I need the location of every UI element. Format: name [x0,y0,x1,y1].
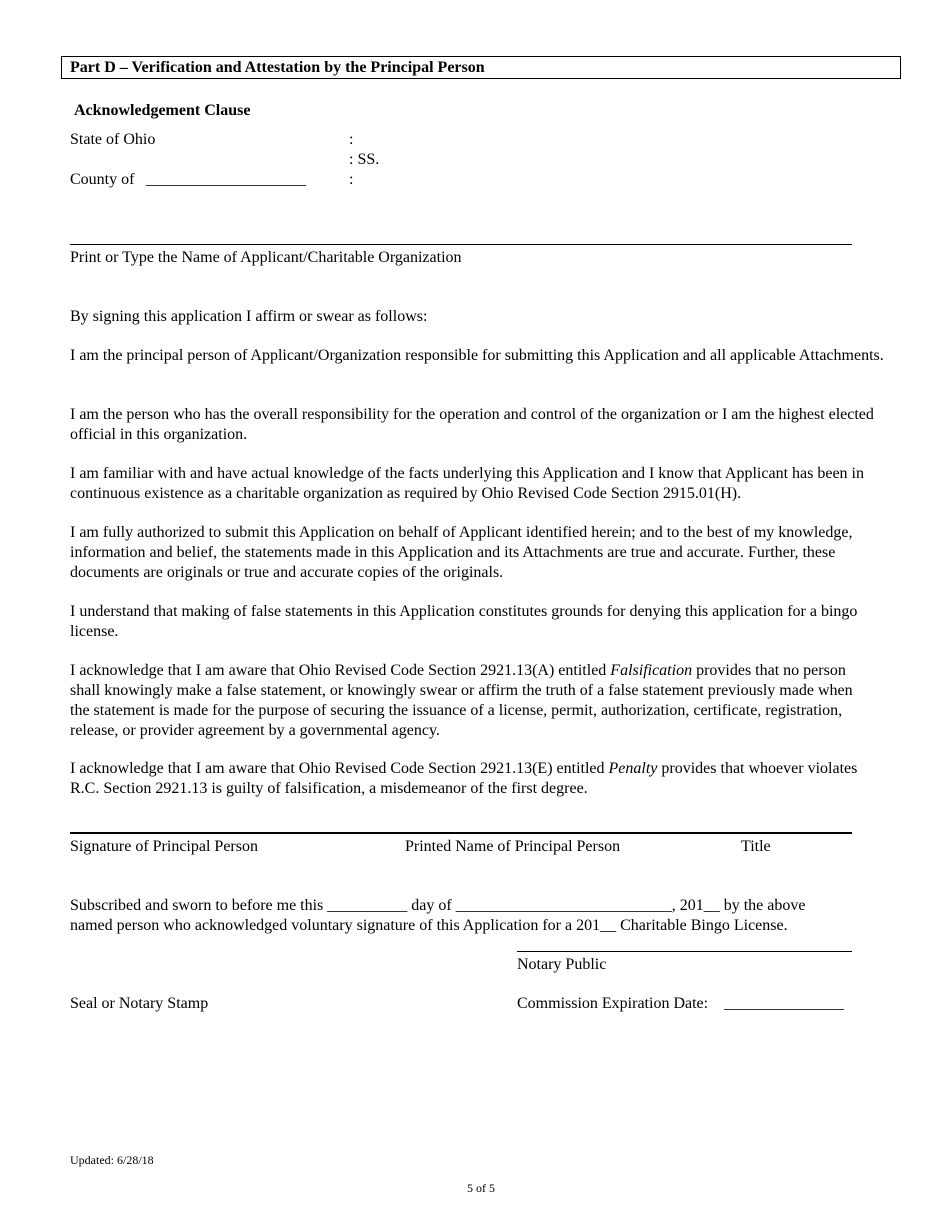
intro-paragraph: By signing this application I affirm or swear as follows: [70,308,428,325]
part-d-heading: Part D – Verification and Attestation by the Principal Person [70,59,485,76]
commission-date-field[interactable]: _______________ [724,995,844,1012]
ss-marker: : SS. [349,151,380,168]
venue-colon: : [349,171,354,188]
falsification-text: provides that no person shall knowingly make a false statement, or knowingly swear or affirm the truth of a false statement previously made when the statement is made for the purpose of securing the issuance of a license, permit, authorization, certificate, registration, release, or provider agreement by a governmental agency. [70,662,853,739]
penalty-term: Penalty [608,760,658,777]
acknowledgement-heading: Acknowledgement Clause [74,102,251,119]
signature-label: Signature of Principal Person [70,838,258,855]
falsification-text: I acknowledge that I am aware that Ohio Revised Code Section 2921.13(A) entitled [70,662,611,679]
notary-signature-line[interactable] [517,951,852,952]
applicant-name-label: Print or Type the Name of Applicant/Charitable Organization [70,249,462,266]
falsification-term: Falsification [610,662,693,679]
penalty-paragraph [70,759,870,799]
affirmation-paragraph: I am familiar with and have actual knowledge of the facts underlying this Application and I know that Applicant has been in continuous existence as a charitable organization as required by Ohio Revised Code Section 2915.01(H). [70,465,864,502]
updated-date: Updated: 6/28/18 [70,1153,154,1167]
affirmation-paragraph: I am the person who has the overall responsibility for the operation and control of the organization or I am the highest elected official in this organization. [70,406,874,443]
page-number: 5 of 5 [467,1181,495,1195]
affirmation-paragraph: I understand that making of false statements in this Application constitutes grounds for denying this application for a bingo license. [70,603,858,640]
signature-line[interactable] [70,832,852,834]
penalty-text: provides that whoever violates R.C. Section 2921.13 is guilty of falsification, a misdemeanor of the first degree. [70,760,858,797]
affirmation-paragraph: I am the principal person of Applicant/Organization responsible for submitting this Application and all applicable Attachments. [70,347,884,364]
notary-public-label: Notary Public [517,956,607,973]
sworn-line-2: named person who acknowledged voluntary signature of this Application for a 201__ Charitable Bingo License. [70,917,788,934]
county-label: County of [70,171,135,188]
printed-name-label: Printed Name of Principal Person [405,838,621,855]
part-d-heading-box [61,56,901,79]
title-label: Title [741,838,771,855]
affirmation-paragraph: I am fully authorized to submit this Application on behalf of Applicant identified herein; and to the best of my knowledge, information and belief, the statements made in this Application and its Attachments are true and accurate. Further, these documents are originals or true and accurate copies of the originals. [70,524,853,581]
state-label: State of Ohio [70,131,156,148]
venue-colon: : [349,131,354,148]
commission-label: Commission Expiration Date: [517,995,709,1012]
penalty-text: I acknowledge that I am aware that Ohio Revised Code Section 2921.13(E) entitled [70,760,609,777]
county-field[interactable]: ____________________ [146,171,306,188]
seal-label: Seal or Notary Stamp [70,995,209,1012]
falsification-paragraph [70,661,860,741]
applicant-name-line[interactable] [70,244,852,245]
sworn-line-1: Subscribed and sworn to before me this __________ day of ___________________________, 201__ by the above [70,897,806,914]
